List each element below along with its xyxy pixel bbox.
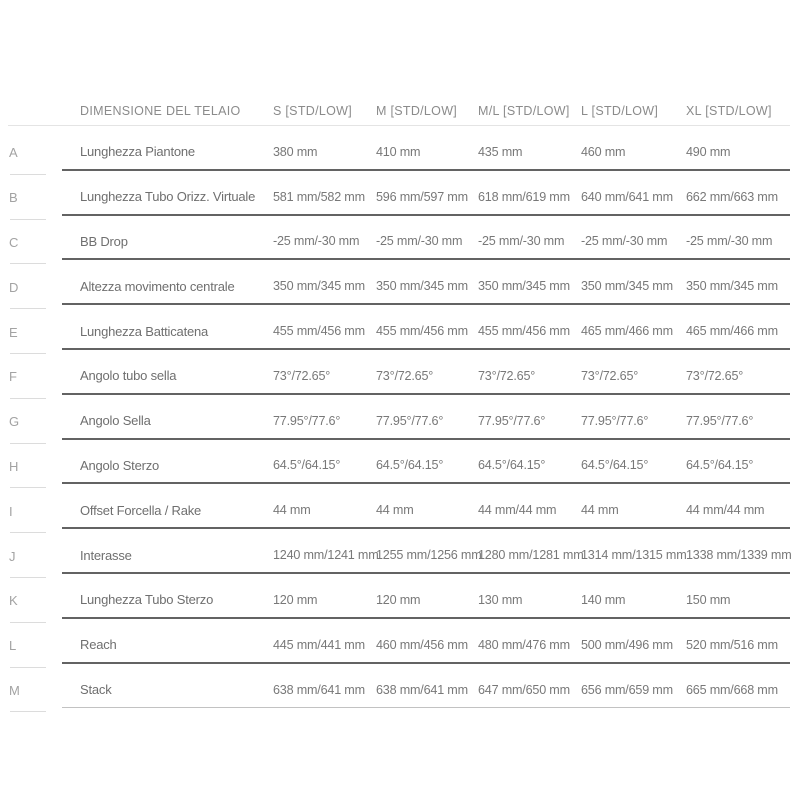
row-value-s: 1240 mm/1241 mm <box>273 529 376 574</box>
row-value-m: 120 mm <box>376 574 478 619</box>
table-row <box>8 305 790 350</box>
header-size-m: M [STD/LOW] <box>376 104 458 118</box>
row-value-ml: 435 mm <box>478 126 581 171</box>
header-size-xl: XL [STD/LOW] <box>686 104 772 118</box>
row-value-s: 77.95°/77.6° <box>273 395 376 440</box>
row-value-xl: 465 mm/466 mm <box>686 305 790 350</box>
row-letter: J <box>8 529 62 574</box>
row-value-s: -25 mm/-30 mm <box>273 216 376 261</box>
row-letter: H <box>8 440 62 485</box>
row-label: Angolo Sella <box>62 395 273 440</box>
row-value-l: 1314 mm/1315 mm <box>581 529 686 574</box>
row-value-l: 140 mm <box>581 574 686 619</box>
row-value-s: 44 mm <box>273 484 376 529</box>
row-value-m: 77.95°/77.6° <box>376 395 478 440</box>
row-value-xl: 150 mm <box>686 574 790 619</box>
row-value-s: 380 mm <box>273 126 376 171</box>
row-label: Lunghezza Batticatena <box>62 305 273 350</box>
row-label: Stack <box>62 664 273 709</box>
row-value-ml: 77.95°/77.6° <box>478 395 581 440</box>
row-letter: M <box>8 664 62 709</box>
row-letter: I <box>8 484 62 529</box>
row-letter: K <box>8 574 62 619</box>
row-value-s: 73°/72.65° <box>273 350 376 395</box>
row-letter: D <box>8 260 62 305</box>
table-row <box>8 216 790 261</box>
row-value-xl: 1338 mm/1339 mm <box>686 529 790 574</box>
frame-geometry-table <box>8 96 790 708</box>
row-letter: G <box>8 395 62 440</box>
row-value-xl: 665 mm/668 mm <box>686 664 790 709</box>
row-value-l: 64.5°/64.15° <box>581 440 686 485</box>
row-label: Angolo Sterzo <box>62 440 273 485</box>
table-row <box>8 440 790 485</box>
row-value-ml: -25 mm/-30 mm <box>478 216 581 261</box>
row-label: Lunghezza Tubo Orizz. Virtuale <box>62 171 273 216</box>
row-value-xl: 490 mm <box>686 126 790 171</box>
row-value-xl: -25 mm/-30 mm <box>686 216 790 261</box>
row-value-xl: 73°/72.65° <box>686 350 790 395</box>
row-value-m: 64.5°/64.15° <box>376 440 478 485</box>
header-dimension-label: DIMENSIONE DEL TELAIO <box>80 104 241 118</box>
row-value-s: 120 mm <box>273 574 376 619</box>
row-value-l: 44 mm <box>581 484 686 529</box>
row-value-s: 350 mm/345 mm <box>273 260 376 305</box>
row-letter: B <box>8 171 62 216</box>
row-value-m: 410 mm <box>376 126 478 171</box>
row-value-ml: 73°/72.65° <box>478 350 581 395</box>
row-value-ml: 64.5°/64.15° <box>478 440 581 485</box>
row-value-xl: 44 mm/44 mm <box>686 484 790 529</box>
row-value-m: 638 mm/641 mm <box>376 664 478 709</box>
table-row <box>8 171 790 216</box>
table-row <box>8 350 790 395</box>
header-size-l: L [STD/LOW] <box>581 104 659 118</box>
row-value-xl: 350 mm/345 mm <box>686 260 790 305</box>
row-value-s: 64.5°/64.15° <box>273 440 376 485</box>
header-size-ml: M/L [STD/LOW] <box>478 104 570 118</box>
row-value-l: 350 mm/345 mm <box>581 260 686 305</box>
row-value-m: 350 mm/345 mm <box>376 260 478 305</box>
row-label: Reach <box>62 619 273 664</box>
row-value-l: 500 mm/496 mm <box>581 619 686 664</box>
header-size-s: S [STD/LOW] <box>273 104 353 118</box>
row-letter: L <box>8 619 62 664</box>
row-value-l: 465 mm/466 mm <box>581 305 686 350</box>
row-letter: A <box>8 126 62 171</box>
row-label: Altezza movimento centrale <box>62 260 273 305</box>
row-value-l: 73°/72.65° <box>581 350 686 395</box>
table-row <box>8 529 790 574</box>
row-value-m: 596 mm/597 mm <box>376 171 478 216</box>
row-value-xl: 662 mm/663 mm <box>686 171 790 216</box>
table-row <box>8 260 790 305</box>
row-value-s: 455 mm/456 mm <box>273 305 376 350</box>
row-value-m: 44 mm <box>376 484 478 529</box>
row-label: BB Drop <box>62 216 273 261</box>
row-label: Angolo tubo sella <box>62 350 273 395</box>
row-value-ml: 130 mm <box>478 574 581 619</box>
row-value-s: 638 mm/641 mm <box>273 664 376 709</box>
row-value-l: 77.95°/77.6° <box>581 395 686 440</box>
row-value-xl: 77.95°/77.6° <box>686 395 790 440</box>
row-value-xl: 64.5°/64.15° <box>686 440 790 485</box>
row-letter: E <box>8 305 62 350</box>
table-header-row <box>8 96 790 126</box>
row-value-l: -25 mm/-30 mm <box>581 216 686 261</box>
row-value-l: 656 mm/659 mm <box>581 664 686 709</box>
row-value-ml: 350 mm/345 mm <box>478 260 581 305</box>
header-letter-spacer <box>8 118 62 125</box>
row-value-l: 460 mm <box>581 126 686 171</box>
row-value-s: 581 mm/582 mm <box>273 171 376 216</box>
row-value-ml: 647 mm/650 mm <box>478 664 581 709</box>
row-value-xl: 520 mm/516 mm <box>686 619 790 664</box>
table-row <box>8 395 790 440</box>
row-letter: C <box>8 216 62 261</box>
row-label: Interasse <box>62 529 273 574</box>
row-label: Lunghezza Piantone <box>62 126 273 171</box>
row-label: Lunghezza Tubo Sterzo <box>62 574 273 619</box>
row-value-m: 460 mm/456 mm <box>376 619 478 664</box>
table-row <box>8 574 790 619</box>
row-value-s: 445 mm/441 mm <box>273 619 376 664</box>
table-body <box>8 126 790 708</box>
row-value-m: -25 mm/-30 mm <box>376 216 478 261</box>
row-value-ml: 1280 mm/1281 mm <box>478 529 581 574</box>
row-value-m: 1255 mm/1256 mm <box>376 529 478 574</box>
table-row <box>8 619 790 664</box>
table-row <box>8 484 790 529</box>
row-value-ml: 455 mm/456 mm <box>478 305 581 350</box>
table-row <box>8 126 790 171</box>
row-value-ml: 44 mm/44 mm <box>478 484 581 529</box>
row-value-l: 640 mm/641 mm <box>581 171 686 216</box>
row-value-m: 73°/72.65° <box>376 350 478 395</box>
row-value-m: 455 mm/456 mm <box>376 305 478 350</box>
row-letter: F <box>8 350 62 395</box>
row-label: Offset Forcella / Rake <box>62 484 273 529</box>
row-value-ml: 618 mm/619 mm <box>478 171 581 216</box>
row-value-ml: 480 mm/476 mm <box>478 619 581 664</box>
table-row <box>8 664 790 709</box>
